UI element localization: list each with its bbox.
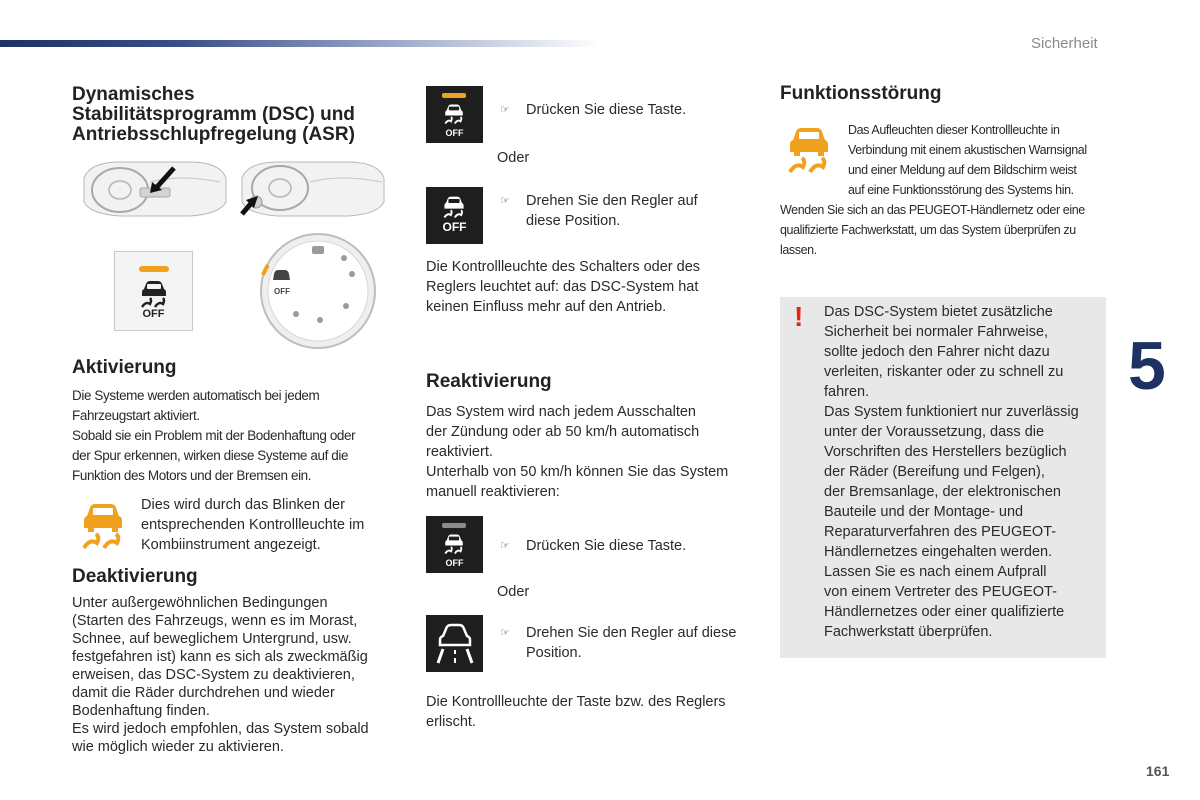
car-road-icon (434, 623, 476, 665)
text-line: verleiten, riskanter oder zu schnell zu (824, 364, 1064, 380)
text-line: Es wird jedoch empfohlen, das System sobald (72, 721, 369, 737)
text-line: Die Kontrollleuchte der Taste bzw. des Reglers (426, 694, 726, 710)
dsc-off-button-icon (426, 516, 483, 573)
text-line: manuell reaktivieren: (426, 484, 560, 500)
text-line: Sobald sie ein Problem mit der Bodenhaftung oder (72, 428, 356, 443)
svg-text:OFF: OFF (274, 287, 290, 296)
off-label: OFF (445, 128, 464, 138)
text-line: Das Aufleuchten dieser Kontrollleuchte in (848, 123, 1060, 137)
text-line: Wenden Sie sich an das PEUGEOT-Händlernetz oder eine (780, 203, 1085, 217)
text-line: Händlernetzes eingehalten werden. (824, 544, 1053, 560)
skid-car-icon (139, 280, 169, 308)
activation-text (72, 386, 402, 486)
reactivation-text (426, 402, 756, 502)
text-line: Vorschriften des Herstellers bezüglich (824, 444, 1067, 460)
off-label: OFF (142, 308, 165, 320)
text-line: auf eine Funktionsstörung des Systems hin. (848, 183, 1074, 197)
text-line: sollte jedoch den Fahrer nicht dazu (824, 344, 1050, 360)
text-line: erweisen, das DSC-System zu deaktivieren, (72, 667, 355, 683)
deactivation-text (72, 594, 402, 756)
indicator-led (442, 523, 466, 528)
text-line: und einer Meldung auf dem Bildschirm weist (848, 163, 1077, 177)
text-line: Lassen Sie es nach einem Aufprall (824, 564, 1047, 580)
text-line: damit die Räder durchdrehen und wieder (72, 685, 335, 701)
text-line: Bauteile und der Montage- und (824, 504, 1024, 520)
page-number: 161 (1146, 763, 1170, 779)
text-line: von einem Vertreter des PEUGEOT- (824, 584, 1057, 600)
deactivation-heading: Deaktivierung (72, 566, 198, 587)
normal-mode-icon (426, 615, 483, 672)
text-line: Die Kontrollleuchte des Schalters oder des (426, 259, 701, 275)
activation-heading: Aktivierung (72, 357, 177, 378)
text-line: Verbindung mit einem akustischen Warnsignal (848, 143, 1087, 157)
reactivation-heading: Reaktivierung (426, 371, 552, 392)
text-line: Unterhalb von 50 km/h können Sie das System (426, 464, 729, 480)
off-label: OFF (445, 558, 464, 568)
bullet-icon: ☞ (500, 627, 510, 639)
section-label: Sicherheit (1031, 35, 1098, 52)
final-text (426, 692, 766, 732)
bullet-icon: ☞ (500, 540, 510, 552)
text-line: der Räder (Bereifung und Felgen), (824, 464, 1045, 480)
step1-text: Drücken Sie diese Taste. (526, 102, 687, 118)
dsc-off-button-icon (426, 86, 483, 143)
skid-car-icon (443, 103, 465, 125)
text-line: unter der Voraussetzung, dass die (824, 424, 1045, 440)
text-line: Unter außergewöhnlichen Bedingungen (72, 595, 328, 611)
main-title-line: Stabilitätsprogramm (DSC) und (72, 104, 355, 125)
step4-text (526, 623, 766, 663)
text-line: Reparaturverfahren des PEUGEOT- (824, 524, 1057, 540)
fault-heading: Funktionsstörung (780, 83, 942, 104)
text-line: fahren. (824, 384, 870, 400)
text-line: Drehen Sie den Regler auf (526, 193, 698, 209)
text-line: Bodenhaftung finden. (72, 703, 210, 719)
text-line: der Spur erkennen, wirken diese Systeme auf die (72, 448, 349, 463)
off-label: OFF (442, 220, 467, 234)
warning-icon: ! (794, 301, 804, 332)
fault-icon-text (848, 120, 1113, 200)
text-line: Fahrzeugstart aktiviert. (72, 408, 200, 423)
warning-text (824, 302, 1104, 642)
text-line: Funktion des Motors und der Bremsen ein. (72, 468, 312, 483)
text-line: entsprechenden Kontrollleuchte im (141, 517, 365, 533)
text-line: lassen. (780, 243, 817, 257)
text-line: Fachwerkstatt überprüfen. (824, 624, 993, 640)
text-line: wie möglich wieder zu aktivieren. (72, 739, 284, 755)
warning-box (780, 297, 1106, 658)
dashboard-illustration-dial (236, 158, 388, 220)
dsc-off-button-illustration (114, 251, 193, 331)
header-color-bar (0, 40, 600, 47)
text-line: Position. (526, 645, 582, 661)
text-line: festgefahren ist) kann es sich als zweckmäßig (72, 649, 368, 665)
text-line: (Starten des Fahrzeugs, wenn es im Morast, (72, 613, 358, 629)
text-line: Kombiinstrument angezeigt. (141, 537, 321, 553)
indicator-led (139, 266, 169, 272)
status-text (426, 257, 756, 317)
text-line: Reglers leuchtet auf: das DSC-System hat (426, 279, 699, 295)
dsc-warning-light-icon (80, 502, 126, 550)
or-label: Oder (497, 150, 530, 166)
text-line: Dies wird durch das Blinken der (141, 497, 345, 513)
skid-car-icon (442, 195, 466, 219)
text-line: der Bremsanlage, der elektronischen (824, 484, 1061, 500)
text-line: Händlernetzes oder einer qualifizierte (824, 604, 1065, 620)
text-line: qualifizierte Fachwerkstatt, um das System überprüfen zu (780, 223, 1076, 237)
or-label: Oder (497, 584, 530, 600)
text-line: diese Position. (526, 213, 621, 229)
dashboard-illustration-button (80, 158, 230, 220)
activation-note (141, 495, 403, 555)
dsc-off-dial-icon (426, 187, 483, 244)
indicator-led (442, 93, 466, 98)
mode-dial-illustration (256, 232, 381, 350)
text-line: Das System wird nach jedem Ausschalten (426, 404, 696, 420)
main-title-line: Antriebsschlupfregelung (ASR) (72, 124, 355, 145)
bullet-icon: ☞ (500, 104, 510, 116)
chapter-number: 5 (1128, 328, 1166, 404)
bullet-icon: ☞ (500, 195, 510, 207)
main-title (72, 85, 402, 145)
text-line: Sicherheit bei normaler Fahrweise, (824, 324, 1049, 340)
text-line: erlischt. (426, 714, 476, 730)
main-title-line: Dynamisches (72, 84, 195, 105)
text-line: Das System funktioniert nur zuverlässig (824, 404, 1079, 420)
step3-text: Drücken Sie diese Taste. (526, 538, 687, 554)
text-line: Das DSC-System bietet zusätzliche (824, 304, 1053, 320)
text-line: Drehen Sie den Regler auf diese (526, 625, 737, 641)
fault-text (780, 200, 1120, 260)
text-line: Die Systeme werden automatisch bei jedem (72, 388, 320, 403)
text-line: keinen Einfluss mehr auf den Antrieb. (426, 299, 667, 315)
text-line: der Zündung oder ab 50 km/h automatisch (426, 424, 700, 440)
dsc-fault-light-icon (786, 126, 832, 174)
skid-car-icon (443, 533, 465, 555)
text-line: reaktiviert. (426, 444, 493, 460)
step2-text (526, 191, 746, 231)
text-line: Schnee, auf beweglichem Untergrund, usw. (72, 631, 352, 647)
